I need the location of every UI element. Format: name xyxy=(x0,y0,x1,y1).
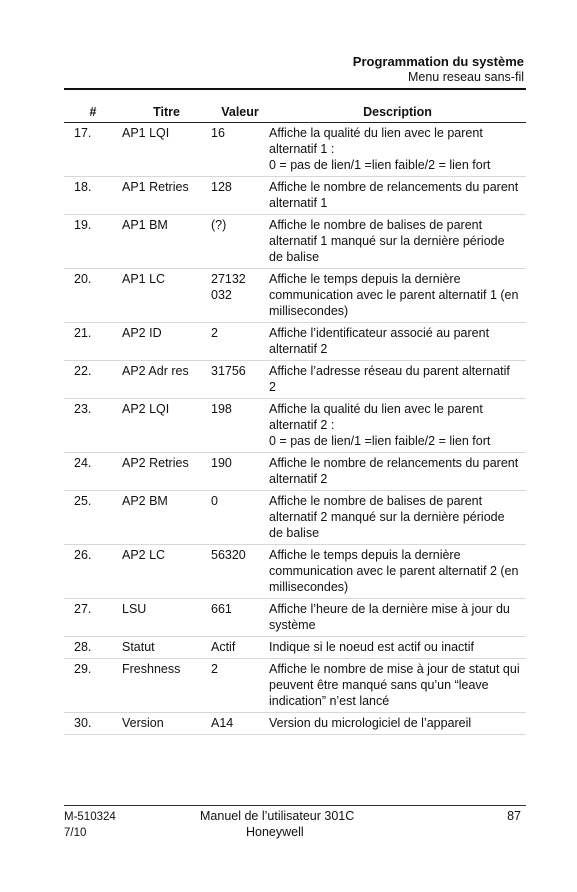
page-number: 87 xyxy=(507,809,521,823)
row-value: 190 xyxy=(211,453,269,491)
row-title: AP1 Retries xyxy=(122,177,211,215)
row-number: 21. xyxy=(64,323,122,361)
row-number: 26. xyxy=(64,545,122,599)
row-title: AP2 Retries xyxy=(122,453,211,491)
row-number: 24. xyxy=(64,453,122,491)
row-title: Version xyxy=(122,713,211,735)
table-row xyxy=(64,491,526,545)
column-header-number: # xyxy=(64,102,122,123)
row-number: 30. xyxy=(64,713,122,735)
row-value: 0 xyxy=(211,491,269,545)
row-value: Actif xyxy=(211,637,269,659)
row-value: 2 xyxy=(211,659,269,713)
row-number: 18. xyxy=(64,177,122,215)
row-description: Affiche l’heure de la dernière mise à jour du système xyxy=(269,599,526,637)
row-description: Indique si le noeud est actif ou inactif xyxy=(269,637,526,659)
table-row xyxy=(64,637,526,659)
row-description: Version du micrologiciel de l’appareil xyxy=(269,713,526,735)
row-value: 198 xyxy=(211,399,269,453)
header-rule xyxy=(64,88,526,90)
row-title: AP2 Adr res xyxy=(122,361,211,399)
row-title: LSU xyxy=(122,599,211,637)
row-number: 27. xyxy=(64,599,122,637)
table-row xyxy=(64,177,526,215)
table-header-row xyxy=(64,102,526,123)
row-title: AP2 ID xyxy=(122,323,211,361)
table-row xyxy=(64,545,526,599)
column-header-description: Description xyxy=(269,102,526,123)
row-title: AP1 LC xyxy=(122,269,211,323)
table-row xyxy=(64,361,526,399)
row-description: Affiche le temps depuis la dernière communication avec le parent alternatif 2 (en millisecondes) xyxy=(269,545,526,599)
page-section-subtitle: Menu reseau sans-fil xyxy=(407,70,524,84)
row-description: Affiche le nombre de relancements du parent alternatif 2 xyxy=(269,453,526,491)
row-number: 25. xyxy=(64,491,122,545)
column-header-title: Titre xyxy=(122,102,211,123)
row-description: Affiche le temps depuis la dernière communication avec le parent alternatif 1 (en millisecondes) xyxy=(269,269,526,323)
row-number: 28. xyxy=(64,637,122,659)
table-row xyxy=(64,599,526,637)
row-value: 16 xyxy=(211,123,269,177)
row-description: Affiche la qualité du lien avec le parent alternatif 1 : 0 = pas de lien/1 =lien faible/2 = lien fort xyxy=(269,123,526,177)
row-number: 23. xyxy=(64,399,122,453)
table-row xyxy=(64,269,526,323)
row-description: Affiche le nombre de mise à jour de statut qui peuvent être manqué sans qu’un “leave indication” n’est lancé xyxy=(269,659,526,713)
parameters-table xyxy=(64,102,526,735)
doc-date: 7/10 xyxy=(64,827,87,839)
table-row xyxy=(64,215,526,269)
row-value: A14 xyxy=(211,713,269,735)
row-value: 128 xyxy=(211,177,269,215)
row-description: Affiche le nombre de relancements du parent alternatif 1 xyxy=(269,177,526,215)
row-value: 661 xyxy=(211,599,269,637)
row-number: 29. xyxy=(64,659,122,713)
row-number: 20. xyxy=(64,269,122,323)
row-description: Affiche l’adresse réseau du parent alternatif 2 xyxy=(269,361,526,399)
manual-title: Manuel de l’utilisateur 301C xyxy=(200,809,355,823)
row-title: AP1 LQI xyxy=(122,123,211,177)
row-title: AP2 BM xyxy=(122,491,211,545)
page-section-title: Programmation du système xyxy=(352,54,524,69)
row-description: Affiche l’identificateur associé au parent alternatif 2 xyxy=(269,323,526,361)
row-description: Affiche le nombre de balises de parent alternatif 1 manqué sur la dernière période de balise xyxy=(269,215,526,269)
row-title: AP1 BM xyxy=(122,215,211,269)
row-value: 56320 xyxy=(211,545,269,599)
row-title: Statut xyxy=(122,637,211,659)
row-title: Freshness xyxy=(122,659,211,713)
table-row xyxy=(64,659,526,713)
row-description: Affiche le nombre de balises de parent alternatif 2 manqué sur la dernière période de balise xyxy=(269,491,526,545)
row-value: (?) xyxy=(211,215,269,269)
row-number: 19. xyxy=(64,215,122,269)
row-value: 31756 xyxy=(211,361,269,399)
row-title: AP2 LC xyxy=(122,545,211,599)
table-row xyxy=(64,713,526,735)
column-header-value: Valeur xyxy=(211,102,269,123)
row-number: 17. xyxy=(64,123,122,177)
table-row xyxy=(64,323,526,361)
table-row xyxy=(64,399,526,453)
row-title: AP2 LQI xyxy=(122,399,211,453)
table-row xyxy=(64,453,526,491)
table-row xyxy=(64,123,526,177)
row-number: 22. xyxy=(64,361,122,399)
footer-rule xyxy=(64,805,526,806)
table-body xyxy=(64,123,526,735)
row-description: Affiche la qualité du lien avec le parent alternatif 2 : 0 = pas de lien/1 =lien faible/2 = lien fort xyxy=(269,399,526,453)
row-value: 2 xyxy=(211,323,269,361)
row-value: 27132 032 xyxy=(211,269,269,323)
company-name: Honeywell xyxy=(246,825,304,839)
doc-number: M-510324 xyxy=(64,811,116,823)
